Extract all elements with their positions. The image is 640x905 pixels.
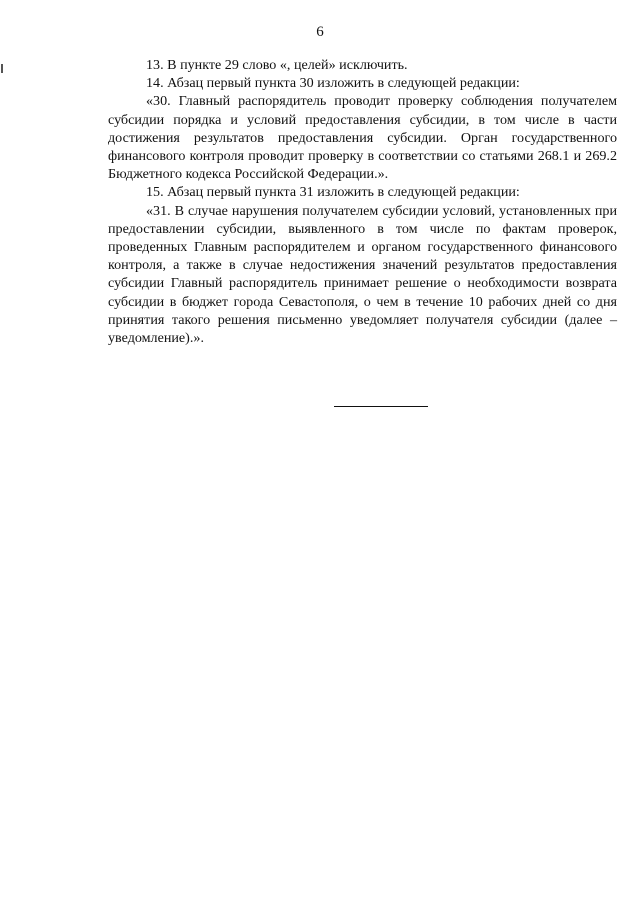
document-body [108,56,617,347]
paragraph-item-13: 13. В пункте 29 слово «, целей» исключить. [146,57,408,73]
page-number: 6 [316,24,324,40]
paragraph-item-14: 14. Абзац первый пункта 30 изложить в следующей редакции: [146,75,520,92]
closing-rule [334,406,428,407]
paragraph-item-15: 15. Абзац первый пункта 31 изложить в следующей редакции: [146,184,520,201]
margin-mark [1,64,3,73]
paragraph-point-31-text: «31. В случае нарушения получателем субсидии условий, установленных при предоставлении субсидии, выявленного в том числе по фактам проверок, проведенных Главным распорядителем и органом государственного финансового контроля, а также в случае недостижения значений результатов предоставления субсидии Главный распорядитель принимает решение о необходимости возврата субсидии в бюджет города Севастополя, о чем в течение 10 рабочих дней со дня принятия такого решения письменно уведомляет получателя субсидии (далее – уведомление).». [108,202,617,347]
paragraph-point-30-text: «30. Главный распорядитель проводит проверку соблюдения получателем субсидии порядка и условий предоставления субсидии, в том числе в части достижения результатов предоставления субсидии. Орган государственного финансового контроля проводит проверку в соответствии со статьями 268.1 и 269.2 Бюджетного кодекса Российской Федерации.». [108,93,617,183]
